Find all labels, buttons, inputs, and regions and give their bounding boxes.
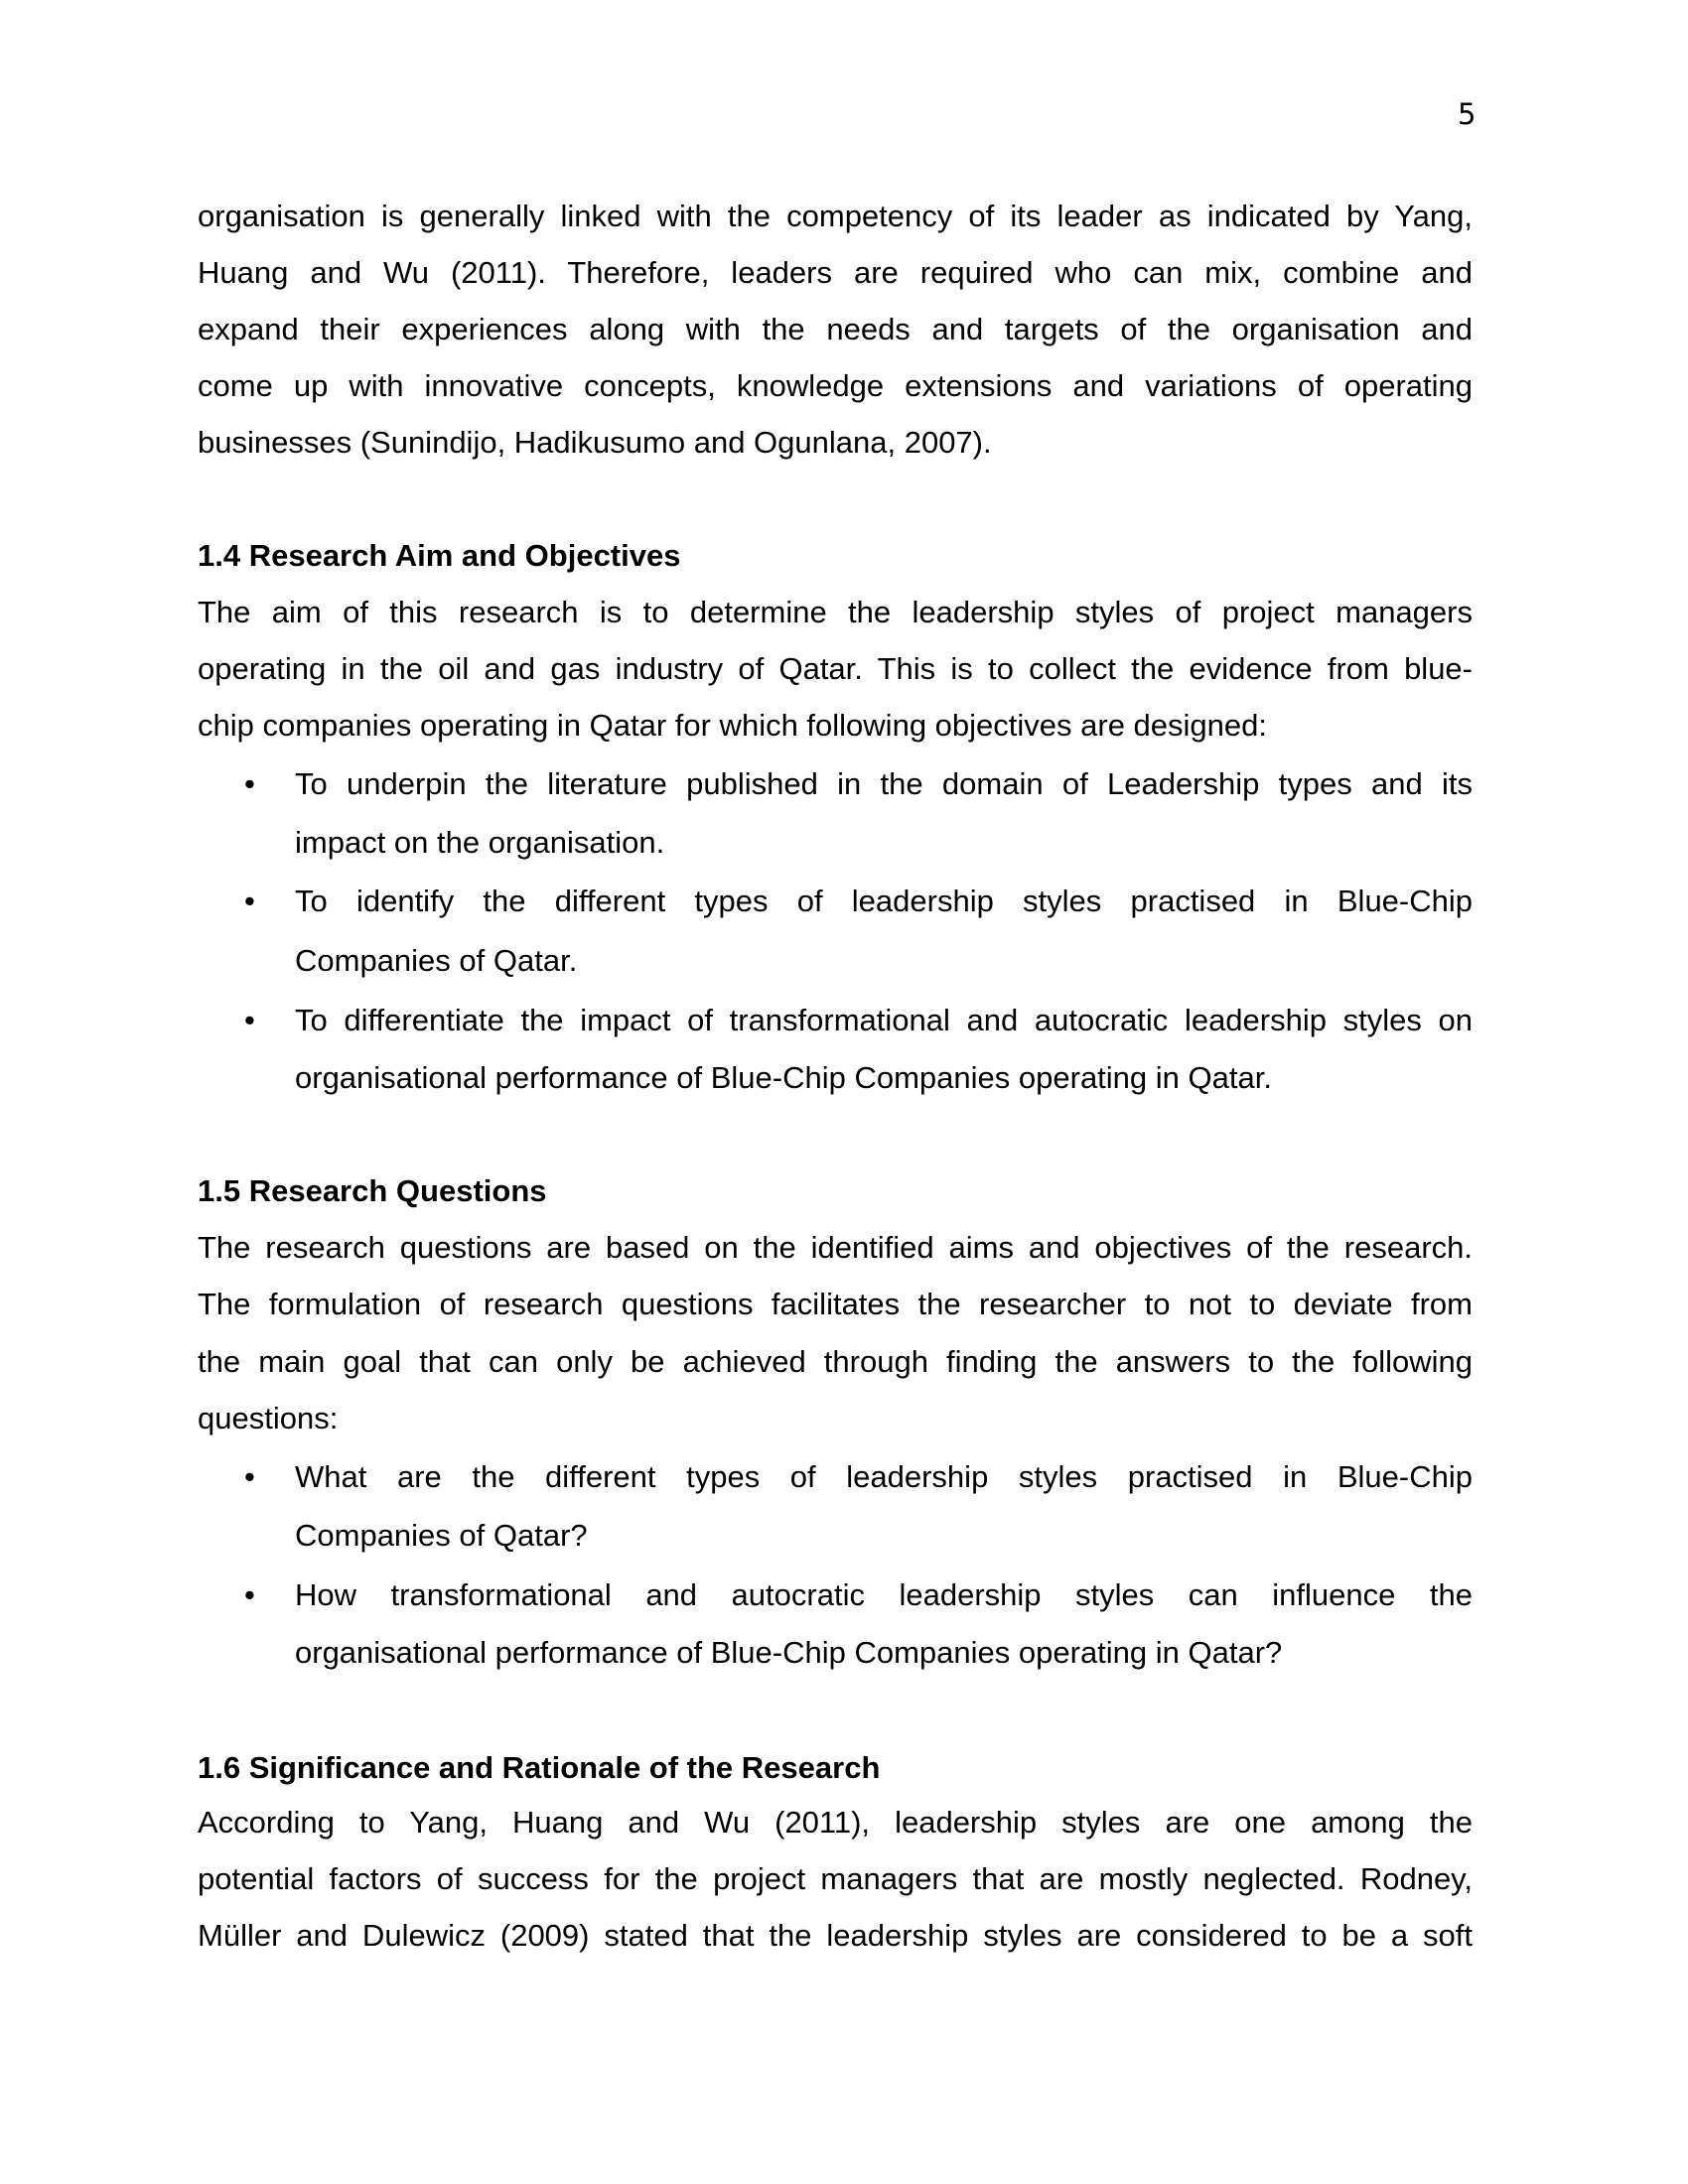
text-line: chip companies operating in Qatar for which following objectives are designed:	[198, 708, 1267, 743]
list-item: How transformational and autocratic leadership styles can influence the	[295, 1577, 1473, 1612]
list-item-continuation: organisational performance of Blue-Chip Companies operating in Qatar.	[295, 1060, 1272, 1095]
list-item-continuation: Companies of Qatar.	[295, 943, 578, 978]
text-line: potential factors of success for the project managers that are mostly neglected. Rodney,	[198, 1861, 1473, 1896]
text-line: According to Yang, Huang and Wu (2011), leadership styles are one among the	[198, 1805, 1473, 1840]
text-line: expand their experiences along with the needs and targets of the organisation and	[198, 312, 1473, 346]
text-line: The research questions are based on the identified aims and objectives of the research.	[198, 1230, 1473, 1265]
list-item-continuation: Companies of Qatar?	[295, 1518, 588, 1553]
text-line: Müller and Dulewicz (2009) stated that the leadership styles are considered to be a soft	[198, 1918, 1473, 1953]
text-line: businesses (Sunindijo, Hadikusumo and Ogunlana, 2007).	[198, 425, 992, 460]
list-item: To differentiate the impact of transformational and autocratic leadership styles on	[295, 1003, 1473, 1037]
page-number: 5	[1458, 97, 1477, 131]
text-line: come up with innovative concepts, knowledge extensions and variations of operating	[198, 368, 1473, 403]
list-item: To identify the different types of leadership styles practised in Blue-Chip	[295, 884, 1473, 918]
list-item: To underpin the literature published in the domain of Leadership types and its	[295, 766, 1473, 801]
list-item-continuation: impact on the organisation.	[295, 825, 665, 860]
list-item-continuation: organisational performance of Blue-Chip Companies operating in Qatar?	[295, 1635, 1283, 1670]
bullet-icon: •	[244, 1003, 255, 1037]
section-heading: 1.5 Research Questions	[198, 1173, 547, 1208]
text-line: Huang and Wu (2011). Therefore, leaders are required who can mix, combine and	[198, 255, 1473, 290]
list-item: What are the different types of leadership styles practised in Blue-Chip	[295, 1459, 1473, 1494]
text-line: operating in the oil and gas industry of Qatar. This is to collect the evidence from blue-	[198, 651, 1473, 686]
text-line: organisation is generally linked with the competency of its leader as indicated by Yang,	[198, 199, 1473, 233]
text-line: The formulation of research questions facilitates the researcher to not to deviate from	[198, 1287, 1473, 1321]
text-line: The aim of this research is to determine the leadership styles of project managers	[198, 595, 1473, 629]
section-heading: 1.6 Significance and Rationale of the Research	[198, 1750, 881, 1785]
text-line: questions:	[198, 1401, 339, 1435]
bullet-icon: •	[244, 1459, 255, 1494]
bullet-icon: •	[244, 1577, 255, 1612]
text-line: the main goal that can only be achieved through finding the answers to the following	[198, 1344, 1473, 1379]
bullet-icon: •	[244, 766, 255, 801]
section-heading: 1.4 Research Aim and Objectives	[198, 538, 681, 573]
bullet-icon: •	[244, 884, 255, 918]
